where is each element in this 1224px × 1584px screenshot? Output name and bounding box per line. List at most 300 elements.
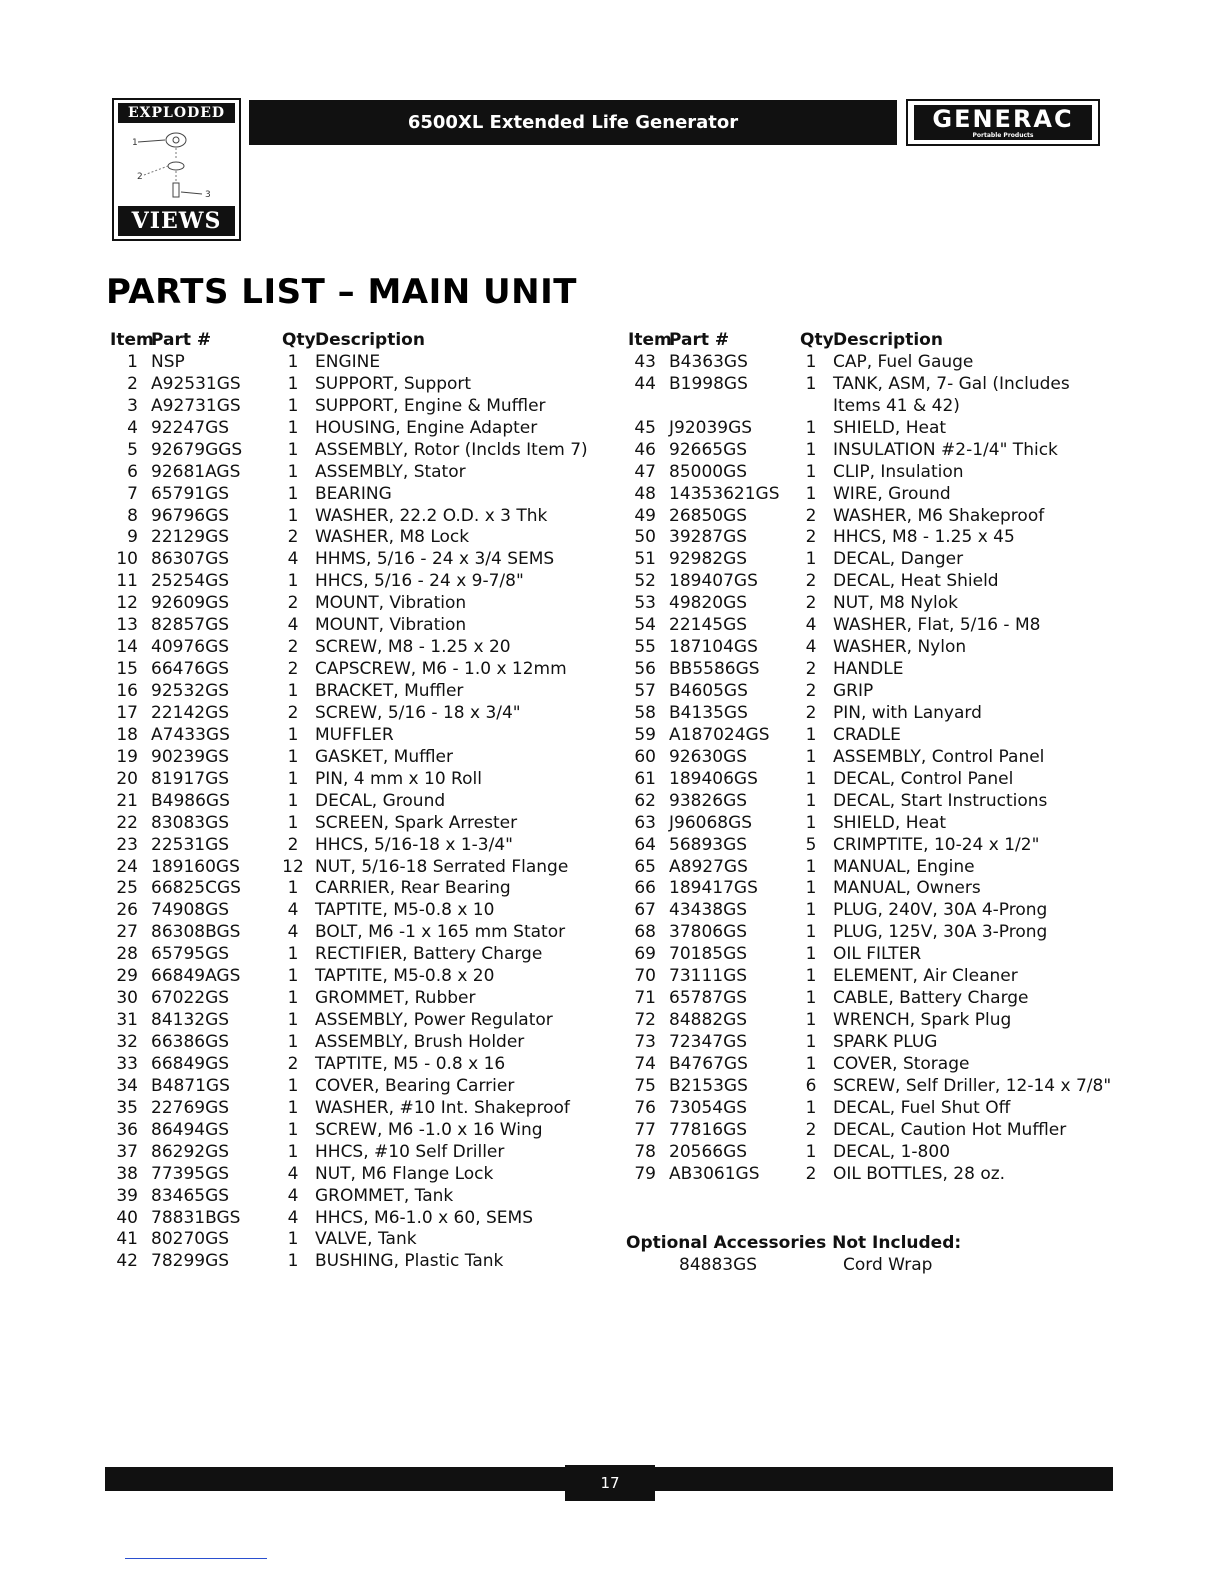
table-row [108,681,628,703]
item-number: 79 [634,1163,656,1184]
item-number: 42 [116,1251,138,1272]
part-description: HHCS, 5/16 - 24 x 9-7/8" [315,571,524,592]
part-number: 65791GS [151,483,230,504]
exploded-part-icon [124,126,229,204]
part-number: 22129GS [151,527,230,548]
table-row [108,1120,628,1142]
item-header: Item [110,330,154,350]
item-number: 40 [116,1207,138,1228]
part-number: 93826GS [669,790,748,811]
quantity: 2 [287,1053,299,1074]
part-description: TAPTITE, M5-0.8 x 20 [315,966,495,987]
quantity: 1 [287,746,299,767]
table-row [108,725,628,747]
part-number: B4986GS [151,790,230,811]
part-description: DECAL, Caution Hot Muffler [833,1119,1067,1140]
item-number: 12 [116,593,138,614]
part-description: ASSEMBLY, Stator [315,461,466,482]
quantity: 4 [287,1185,299,1206]
item-number: 58 [634,702,656,723]
item-number: 16 [116,681,138,701]
part-description: DECAL, Danger [833,549,964,570]
part-description: NUT, 5/16-18 Serrated Flange [315,856,569,877]
quantity: 1 [287,1119,299,1140]
table-row [108,484,628,506]
page-title: PARTS LIST – MAIN UNIT [106,272,577,312]
part-description: OIL FILTER [833,944,922,965]
quantity: 1 [287,812,299,833]
logo-bottom-label: VIEWS [118,206,235,236]
table-row [108,396,628,418]
callout-2: 2 [137,172,143,182]
item-number: 73 [634,1032,656,1052]
item-number: 53 [634,593,656,614]
table-row [626,418,1146,440]
table-row [626,1010,1146,1032]
bottom-rule [125,1558,267,1559]
quantity: 1 [805,417,817,438]
item-number: 78 [634,1141,656,1162]
table-row [626,703,1146,725]
quantity: 4 [287,900,299,921]
item-number: 47 [634,461,656,482]
part-description: MOUNT, Vibration [315,593,467,614]
item-number: 19 [116,746,138,767]
part-number: 189407GS [669,571,758,592]
part-description: CAPSCREW, M6 - 1.0 x 12mm [315,659,567,680]
table-row [626,593,1146,615]
part-description: GROMMET, Tank [315,1185,454,1206]
document-title: 6500XL Extended Life Generator [407,112,739,133]
quantity: 2 [805,659,817,680]
item-number: 69 [634,944,656,965]
table-row [626,725,1146,747]
page-number-tab [565,1465,655,1501]
part-number: 92681AGS [151,461,241,482]
item-number: 34 [116,1075,138,1096]
part-number: 78831BGS [151,1207,241,1228]
table-row [626,922,1146,944]
part-number: A92731GS [151,395,241,416]
quantity: 4 [805,615,817,636]
part-header: Part # [151,330,212,350]
part-number: 22769GS [151,1097,230,1118]
quantity: 1 [287,724,299,745]
table-row [108,637,628,659]
part-description: BUSHING, Plastic Tank [315,1251,504,1272]
table-row [626,944,1146,966]
part-description: CARRIER, Rear Bearing [315,878,511,899]
part-description: HHCS, #10 Self Driller [315,1141,505,1162]
table-row [108,659,628,681]
quantity: 2 [805,702,817,723]
part-number: B4605GS [669,681,748,701]
item-number: 14 [116,637,138,658]
table-row [626,1098,1146,1120]
part-description: COVER, Bearing Carrier [315,1075,515,1096]
brand-subtitle: Portable Products [972,132,1034,139]
part-number: 92679GGS [151,439,243,460]
description-header: Description [833,330,943,350]
part-description: SPARK PLUG [833,1032,938,1052]
part-number: 84132GS [151,1010,230,1031]
part-number: 83465GS [151,1185,230,1206]
item-number: 45 [634,417,656,438]
quantity: 1 [805,790,817,811]
quantity: 1 [287,461,299,482]
item-number: 10 [116,549,138,570]
item-number: 63 [634,812,656,833]
item-number: 1 [127,351,138,372]
part-description: HANDLE [833,659,904,680]
part-description: DECAL, 1-800 [833,1141,951,1162]
part-number: 66476GS [151,659,230,680]
quantity: 1 [287,417,299,438]
part-description: NUT, M8 Nylok [833,593,958,614]
part-number: B2153GS [669,1075,748,1096]
parts-table-left [108,330,628,1273]
part-description: WASHER, M8 Lock [315,527,470,548]
part-description: TAPTITE, M5 - 0.8 x 16 [315,1053,506,1074]
item-number: 52 [634,571,656,592]
table-row [626,769,1146,791]
part-description: DECAL, Heat Shield [833,571,999,592]
part-number: 80270GS [151,1229,230,1250]
item-number: 68 [634,922,656,943]
quantity: 1 [287,505,299,526]
table-row [626,506,1146,528]
table-header [108,330,628,352]
optional-accessories-title: Optional Accessories Not Included: [626,1233,962,1253]
quantity: 1 [287,1097,299,1118]
part-description: PIN, 4 mm x 10 Roll [315,768,482,789]
exploded-views-logo [112,98,241,241]
item-number: 44 [634,373,656,394]
part-number: B4767GS [669,1053,748,1074]
document-title-bar [249,100,897,145]
table-row [626,1164,1146,1186]
part-description: ASSEMBLY, Rotor (Inclds Item 7) [315,439,588,460]
table-row [626,484,1146,506]
quantity: 1 [805,900,817,921]
quantity: 2 [805,571,817,592]
part-description: HOUSING, Engine Adapter [315,417,538,438]
item-number: 6 [127,461,138,482]
part-description: RECTIFIER, Battery Charge [315,944,543,965]
quantity: 2 [805,681,817,701]
item-number: 67 [634,900,656,921]
part-description: NUT, M6 Flange Lock [315,1163,494,1184]
item-number: 13 [116,615,138,636]
part-number: J96068GS [669,812,753,833]
quantity: 1 [287,790,299,811]
quantity: 1 [805,988,817,1009]
table-row [626,615,1146,637]
part-number: 43438GS [669,900,748,921]
item-number: 15 [116,659,138,680]
optional-accessories [626,1233,961,1277]
table-row [626,527,1146,549]
part-number: 86292GS [151,1141,230,1162]
table-row [108,374,628,396]
part-description: MUFFLER [315,724,394,745]
part-number: 77816GS [669,1119,748,1140]
part-description: SCREW, 5/16 - 18 x 3/4" [315,702,521,723]
item-number: 20 [116,768,138,789]
item-number: 25 [116,878,138,899]
item-number: 62 [634,790,656,811]
part-description: ASSEMBLY, Brush Holder [315,1032,525,1052]
quantity: 2 [805,593,817,614]
item-number: 4 [127,417,138,438]
part-description: DECAL, Ground [315,790,446,811]
table-row [626,681,1146,703]
part-description: MANUAL, Owners [833,878,981,899]
qty-header: Qty [800,330,834,350]
part-number: A7433GS [151,724,230,745]
part-description: PLUG, 125V, 30A 3-Prong [833,922,1048,943]
item-number: 18 [116,724,138,745]
item-number: 28 [116,944,138,965]
part-description: WASHER, 22.2 O.D. x 3 Thk [315,505,548,526]
quantity: 1 [287,966,299,987]
quantity: 4 [287,1207,299,1228]
table-row [108,813,628,835]
item-number: 29 [116,966,138,987]
item-number: 49 [634,505,656,526]
table-row [108,571,628,593]
part-description: ENGINE [315,351,381,372]
part-description: DECAL, Start Instructions [833,790,1048,811]
part-description: SUPPORT, Support [315,373,472,394]
part-description: PLUG, 240V, 30A 4-Prong [833,900,1048,921]
optional-part-number: 84883GS [679,1254,758,1275]
item-number: 64 [634,834,656,855]
table-row [108,900,628,922]
part-number: 39287GS [669,527,748,548]
quantity: 1 [805,922,817,943]
table-row [108,615,628,637]
item-number: 5 [127,439,138,460]
quantity: 1 [287,439,299,460]
table-row [626,1120,1146,1142]
part-number: 77395GS [151,1163,230,1184]
quantity: 1 [805,1097,817,1118]
item-number: 39 [116,1185,138,1206]
table-row [108,857,628,879]
quantity: 5 [805,834,817,855]
part-number: 187104GS [669,637,758,658]
table-row [108,593,628,615]
item-number: 57 [634,681,656,701]
part-description: CABLE, Battery Charge [833,988,1029,1009]
qty-header: Qty [282,330,316,350]
table-row [108,1164,628,1186]
part-number: 84882GS [669,1010,748,1031]
part-number: 85000GS [669,461,748,482]
table-row [108,966,628,988]
part-description: DECAL, Control Panel [833,768,1014,789]
quantity: 1 [805,812,817,833]
part-number: 92247GS [151,417,230,438]
table-row [108,791,628,813]
part-number: A92531GS [151,373,241,394]
part-number: AB3061GS [669,1163,760,1184]
part-number: 92609GS [151,593,230,614]
item-number: 70 [634,966,656,987]
part-number: 56893GS [669,834,748,855]
quantity: 1 [805,856,817,877]
table-row [108,506,628,528]
item-number: 77 [634,1119,656,1140]
part-number: NSP [151,351,185,372]
part-description: WASHER, Nylon [833,637,967,658]
quantity: 2 [805,1119,817,1140]
part-number: 66386GS [151,1032,230,1052]
part-description: WASHER, #10 Int. Shakeproof [315,1097,570,1118]
table-row [626,988,1146,1010]
item-header: Item [628,330,672,350]
part-number: B4135GS [669,702,748,723]
table-row [108,440,628,462]
table-row [108,1032,628,1054]
item-number: 50 [634,527,656,548]
part-description: DECAL, Fuel Shut Off [833,1097,1011,1118]
item-number: 66 [634,878,656,899]
part-number: 189160GS [151,856,240,877]
table-row [108,352,628,374]
quantity: 1 [805,351,817,372]
quantity: 4 [287,615,299,636]
part-number: 20566GS [669,1141,748,1162]
quantity: 12 [282,856,304,877]
item-number: 72 [634,1010,656,1031]
quantity: 6 [805,1075,817,1096]
part-description: COVER, Storage [833,1053,970,1074]
item-number: 7 [127,483,138,504]
part-number: 92630GS [669,746,748,767]
part-description: BRACKET, Muffler [315,681,464,701]
item-number: 41 [116,1229,138,1250]
table-row [108,1054,628,1076]
part-number: 189417GS [669,878,758,899]
part-description: INSULATION #2-1/4" Thick [833,439,1058,460]
item-number: 59 [634,724,656,745]
table-row [108,1076,628,1098]
item-number: 31 [116,1010,138,1031]
quantity: 4 [287,1163,299,1184]
quantity: 1 [287,1141,299,1162]
table-row [626,396,1146,418]
part-description: BEARING [315,483,392,504]
table-row [108,418,628,440]
item-number: 38 [116,1163,138,1184]
table-row [626,791,1146,813]
table-row [108,1208,628,1230]
part-description: HHCS, M8 - 1.25 x 45 [833,527,1015,548]
part-number: 70185GS [669,944,748,965]
item-number: 17 [116,702,138,723]
quantity: 1 [287,1010,299,1031]
item-number: 75 [634,1075,656,1096]
part-number: 86307GS [151,549,230,570]
part-description: Items 41 & 42) [833,395,960,416]
item-number: 21 [116,790,138,811]
table-row [626,900,1146,922]
part-description: CLIP, Insulation [833,461,964,482]
table-row [626,374,1146,396]
part-number: 25254GS [151,571,230,592]
callout-1: 1 [132,138,138,148]
quantity: 1 [287,351,299,372]
quantity: 1 [287,1229,299,1250]
part-number: 73054GS [669,1097,748,1118]
part-number: 65795GS [151,944,230,965]
quantity: 1 [805,724,817,745]
table-row [626,462,1146,484]
item-number: 2 [127,373,138,394]
callout-3: 3 [205,190,211,200]
quantity: 1 [287,395,299,416]
quantity: 2 [287,527,299,548]
part-number: 22142GS [151,702,230,723]
part-number: 22145GS [669,615,748,636]
item-number: 48 [634,483,656,504]
part-description: PIN, with Lanyard [833,702,982,723]
part-description: ASSEMBLY, Power Regulator [315,1010,553,1031]
part-description: HHCS, 5/16-18 x 1-3/4" [315,834,513,855]
quantity: 1 [805,768,817,789]
part-number: 66849GS [151,1053,230,1074]
parts-table-right [626,330,1146,1186]
table-row [108,878,628,900]
quantity: 1 [805,483,817,504]
table-row [626,813,1146,835]
part-description: SCREW, Self Driller, 12-14 x 7/8" [833,1075,1112,1096]
quantity: 1 [287,1075,299,1096]
part-description: WRENCH, Spark Plug [833,1010,1012,1031]
quantity: 1 [287,373,299,394]
quantity: 1 [287,988,299,1009]
table-row [108,1186,628,1208]
part-number: A8927GS [669,856,748,877]
brand-name: GENERAC [932,105,1074,133]
table-row [626,352,1146,374]
item-number: 54 [634,615,656,636]
part-number: 74908GS [151,900,230,921]
part-number: 67022GS [151,988,230,1009]
part-description: HHMS, 5/16 - 24 x 3/4 SEMS [315,549,555,570]
part-description: CRADLE [833,724,901,745]
item-number: 35 [116,1097,138,1118]
table-row [108,769,628,791]
part-description: SCREW, M6 -1.0 x 16 Wing [315,1119,543,1140]
table-row [108,944,628,966]
table-row [626,966,1146,988]
part-description: CRIMPTITE, 10-24 x 1/2" [833,834,1040,855]
item-number: 9 [127,527,138,548]
table-row [626,747,1146,769]
part-number: 14353621GS [669,483,780,504]
quantity: 1 [805,1053,817,1074]
table-row [626,549,1146,571]
quantity: 1 [287,944,299,965]
quantity: 1 [805,439,817,460]
item-number: 43 [634,351,656,372]
quantity: 1 [805,549,817,570]
part-description: BOLT, M6 -1 x 165 mm Stator [315,922,566,943]
part-number: 66825CGS [151,878,241,899]
